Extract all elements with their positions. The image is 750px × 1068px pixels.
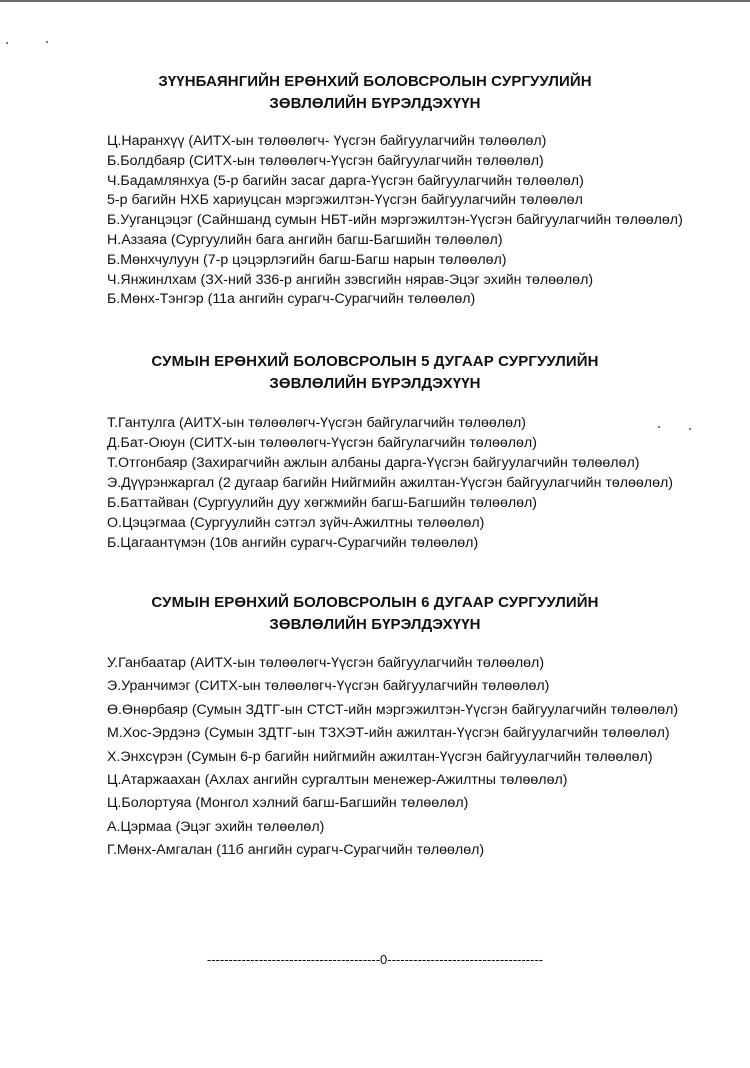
member-item: Б.Баттайван (Сургуулийн дуу хөгжмийн багш-Багшийн төлөөлөл) xyxy=(107,495,538,511)
member-item: Т.Отгонбаяр (Захирагчийн ажлын албаны дарга-Үүсгэн байгуулагчийн төлөөлөл) xyxy=(107,455,640,471)
member-item: А.Цэрмаа (Эцэг эхийн төлөөлөл) xyxy=(107,818,325,835)
scan-top-edge xyxy=(0,0,750,2)
member-item: Э.Дүүрэнжаргал (2 дугаар багийн Нийгмийн ажилтан-Үүсгэн байгуулагчийн төлөөлөл) xyxy=(107,475,673,491)
member-item: Г.Мөнх-Амгалан (11б ангийн сурагч-Сурагчийн төлөөлөл) xyxy=(107,842,485,859)
section-1-title-line2: ЗӨВЛӨЛИЙН БҮРЭЛДЭХҮҮН xyxy=(269,95,481,112)
section-3-title xyxy=(0,592,750,636)
member-item: 5-р багийн НХБ хариуцсан мэргэжилтэн-Үүсгэн байгуулагчийн төлөөлөл xyxy=(107,192,583,209)
member-item: Ө.Өнөрбаяр (Сумын ЗДТГ-ын СТСТ-ийн мэргэжилтэн-Үүсгэн байгуулагчийн төлөөлөл) xyxy=(107,701,679,718)
member-item: Б.Цагаантүмэн (10в ангийн сурагч-Сурагчийн төлөөлөл) xyxy=(107,535,479,551)
section-2-title-line1: СУМЫН ЕРӨНХИЙ БОЛОВСРОЛЫН 5 ДУГААР СУРГУУЛИЙН xyxy=(151,353,599,370)
section-2-member-list xyxy=(107,413,697,553)
member-item: Э.Уранчимэг (СИТХ-ын төлөөлөгч-Үүсгэн байгуулагчийн төлөөлөл) xyxy=(107,678,550,695)
end-separator: ----------------------------------------0------------------------------------ xyxy=(206,952,544,967)
member-item: О.Цэцэгмаа (Сургуулийн сэтгэл зүйч-Ажилтны төлөөлөл) xyxy=(107,515,485,531)
member-item: Д.Бат-Оюун (СИТХ-ын төлөөлөгч-Үүсгэн байгулагчийн төлөөлөл) xyxy=(107,435,537,451)
member-item: Б.Мөнхчулуун (7-р цэцэрлэгийн багш-Багш нарын төлөөлөл) xyxy=(107,251,507,268)
member-item: Б.Мөнх-Тэнгэр (11а ангийн сурагч-Сурагчийн төлөөлөл) xyxy=(107,291,476,308)
section-1-member-list xyxy=(107,132,697,310)
section-1-title xyxy=(0,71,750,115)
section-3-member-list xyxy=(107,652,697,863)
scan-speck xyxy=(6,42,8,44)
member-item: Б.Ууганцэцэг (Сайншанд сумын НБТ-ийн мэргэжилтэн-Үүсгэн байгуулагчийн төлөөлөл) xyxy=(107,212,683,229)
member-item: Ц.Наранхүү (АИТХ-ын төлөөлөгч- Үүсгэн байгуулагчийн төлөөлөл) xyxy=(107,133,547,149)
member-item: Ц.Атаржаахан (Ахлах ангийн сургалтын менежер-Ажилтны төлөөлөл) xyxy=(107,772,568,789)
section-3-title-line2: ЗӨВЛӨЛИЙН БҮРЭЛДЭХҮҮН xyxy=(269,616,481,633)
member-item: Т.Гантулга (АИТХ-ын төлөөлөгч-Үүсгэн байгулагчийн төлөөлөл) xyxy=(107,415,526,431)
member-item: Ч.Бадамлянхуа (5-р багийн засаг дарга-Үүсгэн байгуулагчийн төлөөлөл) xyxy=(107,172,584,189)
section-2-title xyxy=(0,351,750,395)
member-item: Ч.Янжинлхам (ЗХ-ний 336-р ангийн зэвсгийн нярав-Эцэг эхийн төлөөлөл) xyxy=(107,271,594,288)
section-2-title-line2: ЗӨВЛӨЛИЙН БҮРЭЛДЭХҮҮН xyxy=(269,375,481,392)
member-item: М.Хос-Эрдэнэ (Сумын ЗДТГ-ын ТЗХЭТ-ийн ажилтан-Үүсгэн байгуулагчийн төлөөлөл) xyxy=(107,725,670,742)
section-3-title-line1: СУМЫН ЕРӨНХИЙ БОЛОВСРОЛЫН 6 ДУГААР СУРГУУЛИЙН xyxy=(151,594,599,611)
member-item: Х.Энхсүрэн (Сумын 6-р багийн нийгмийн ажилтан-Үүсгэн байгуулагчийн төлөөлөл) xyxy=(107,748,653,765)
member-item: Н.Аззаяа (Сургуулийн бага ангийн багш-Багшийн төлөөлөл) xyxy=(107,231,503,248)
member-item: Ц.Болортуяа (Монгол хэлний багш-Багшийн төлөөлөл) xyxy=(107,795,469,812)
scan-speck xyxy=(46,41,48,43)
member-item: Б.Болдбаяр (СИТХ-ын төлөөлөгч-Үүсгэн байгуулагчийн төлөөлөл) xyxy=(107,152,544,169)
member-item: У.Ганбаатар (АИТХ-ын төлөөлөгч-Үүсгэн байгуулагчийн төлөөлөл) xyxy=(107,655,545,671)
section-1-title-line1: ЗҮҮНБАЯНГИЙН ЕРӨНХИЙ БОЛОВСРОЛЫН СУРГУУЛИЙН xyxy=(158,73,592,90)
